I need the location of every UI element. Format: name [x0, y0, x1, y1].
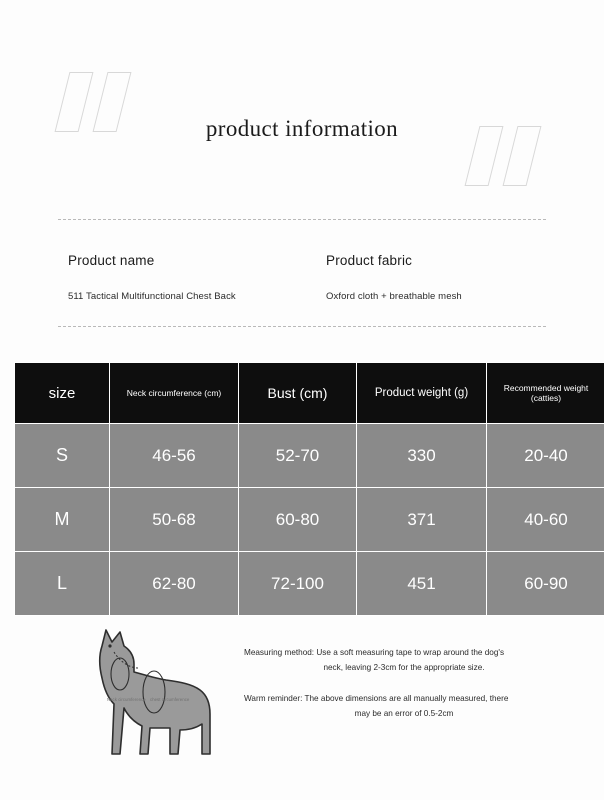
table-header-neck: Neck circumference (cm)	[110, 363, 239, 424]
table-header-weight: Product weight (g)	[357, 363, 487, 424]
product-fabric-label: Product fabric	[326, 253, 413, 268]
divider-top	[58, 219, 546, 220]
cell-recommended-weight: 40-60	[487, 488, 604, 552]
cell-recommended-weight: 20-40	[487, 424, 604, 488]
cell-size: L	[15, 552, 110, 616]
cell-weight: 330	[357, 424, 487, 488]
cell-recommended-weight: 60-90	[487, 552, 604, 616]
measuring-method-line2: neck, leaving 2-3cm for the appropriate size.	[323, 663, 485, 673]
table-header-recommended-weight: Recommended weight (catties)	[487, 363, 604, 424]
cell-weight: 451	[357, 552, 487, 616]
cell-size: S	[15, 424, 110, 488]
diagram-bust-label: chest circumference	[150, 697, 190, 702]
notes-block	[244, 648, 564, 739]
divider-bottom	[58, 326, 546, 327]
warm-reminder-line2: may be an error of 0.5-2cm	[354, 708, 454, 718]
cell-bust: 72-100	[239, 552, 357, 616]
warm-reminder-line1: Warm reminder: The above dimensions are all manually measured, there	[244, 693, 509, 703]
table-header-bust: Bust (cm)	[239, 363, 357, 424]
table-row	[15, 424, 604, 488]
table-header-row	[15, 363, 604, 424]
cell-bust: 52-70	[239, 424, 357, 488]
cell-neck: 62-80	[110, 552, 239, 616]
cell-weight: 371	[357, 488, 487, 552]
size-table	[14, 362, 604, 616]
cell-neck: 46-56	[110, 424, 239, 488]
product-fabric-value: Oxford cloth + breathable mesh	[326, 291, 462, 302]
table-header-size: size	[15, 363, 110, 424]
diagram-neck-label: Neck circumference	[107, 697, 146, 702]
product-name-value: 511 Tactical Multifunctional Chest Back	[68, 291, 236, 302]
table-row	[15, 488, 604, 552]
cell-size: M	[15, 488, 110, 552]
page-title: product information	[205, 116, 399, 141]
dog-measurement-diagram	[58, 628, 233, 768]
cell-bust: 60-80	[239, 488, 357, 552]
product-name-label: Product name	[68, 253, 155, 268]
cell-neck: 50-68	[110, 488, 239, 552]
measuring-method-line1: Measuring method: Use a soft measuring tape to wrap around the dog's	[244, 648, 505, 657]
table-row	[15, 552, 604, 616]
